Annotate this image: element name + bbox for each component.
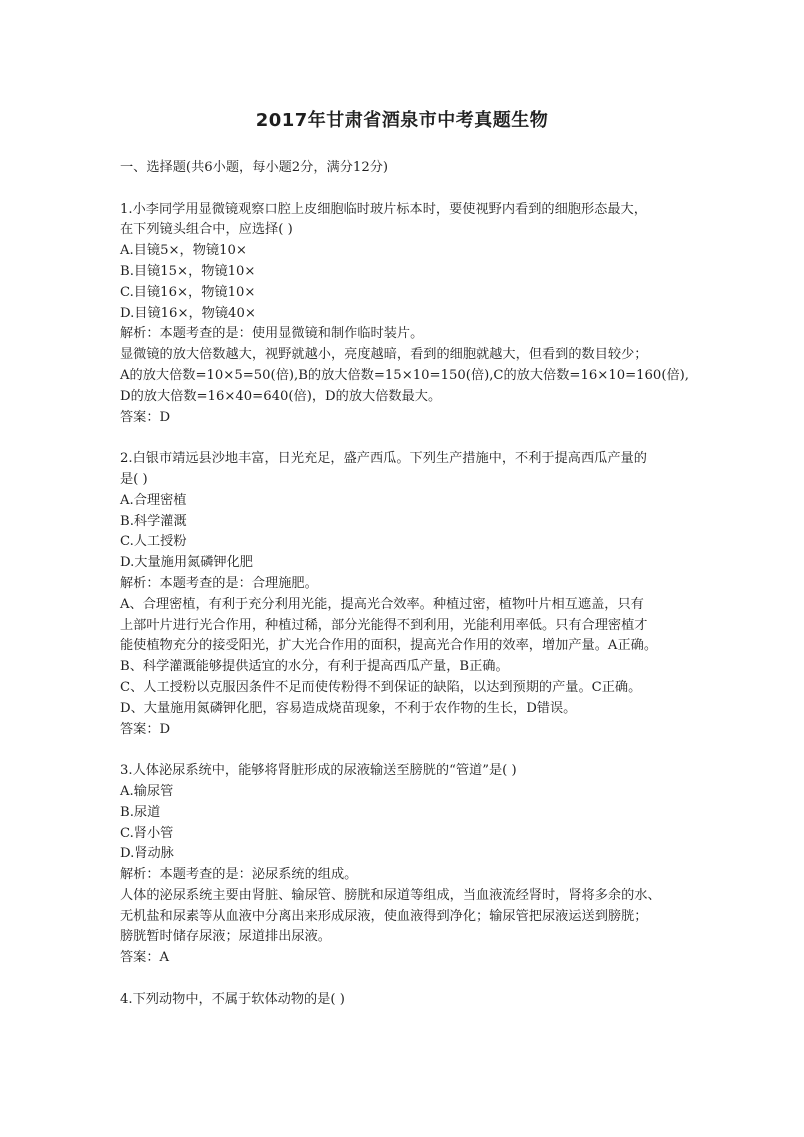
option-c: C.目镜16×，物镜10×	[120, 284, 256, 300]
analysis-line: 无机盐和尿素等从血液中分离出来形成尿液，使血液得到净化；输尿管把尿液运送到膀胱；	[120, 908, 648, 924]
answer: 答案：D	[120, 721, 171, 737]
spacer	[120, 179, 692, 200]
document-content	[120, 158, 692, 1011]
analysis-line: A、合理密植，有利于充分利用光能，提高光合效率。种植过密，植物叶片相互遮盖，只有	[120, 596, 644, 612]
answer: 答案：A	[120, 950, 170, 966]
analysis-line: 人体的泌尿系统主要由肾脏、输尿管、膀胱和尿道等组成，当血液流经肾时，肾将多余的水、	[120, 887, 661, 903]
option-d: D.大量施用氮磷钾化肥	[120, 555, 253, 571]
option-b: B.科学灌溉	[120, 513, 187, 529]
option-a: A.合理密植	[120, 492, 187, 508]
question-stem-line: 1.小李同学用显微镜观察口腔上皮细胞临时玻片标本时，要使视野内看到的细胞形态最大，	[120, 201, 647, 217]
analysis-line: 解析：本题考查的是：合理施肥。	[120, 575, 318, 591]
question-stem-line: 2.白银市靖远县沙地丰富，日光充足，盛产西瓜。下列生产措施中，不利于提高西瓜产量的	[120, 451, 647, 467]
spacer	[120, 428, 692, 449]
page-title: 2017年甘肃省酒泉市中考真题生物	[255, 110, 549, 131]
analysis-line: D、大量施用氮磷钾化肥，容易造成烧苗现象，不利于农作物的生长，D错误。	[120, 700, 577, 716]
question-stem-line: 4.下列动物中，不属于软体动物的是( )	[120, 991, 345, 1007]
option-d: D.目镜16×，物镜40×	[120, 305, 256, 321]
analysis-line: 上部叶片进行光合作用，种植过稀，部分光能得不到利用，光能利用率低。只有合理密植才	[120, 617, 648, 633]
question-1	[120, 200, 692, 429]
spacer	[120, 969, 692, 990]
analysis-line: D的放大倍数=16×40=640(倍)，D的放大倍数最大。	[120, 388, 442, 404]
option-c: C.肾小管	[120, 825, 174, 841]
analysis-line: 解析：本题考查的是：使用显微镜和制作临时装片。	[120, 326, 424, 342]
question-stem-line: 在下列镜头组合中，应选择( )	[120, 222, 293, 238]
question-4	[120, 990, 692, 1011]
section-heading: 一、选择题(共6小题，每小题2分，满分12分)	[120, 160, 389, 175]
analysis-line: C、人工授粉以克服因条件不足而使传粉得不到保证的缺陷，以达到预期的产量。C正确。	[120, 679, 642, 695]
option-b: B.目镜15×，物镜10×	[120, 263, 256, 279]
question-2	[120, 449, 692, 740]
analysis-line: 解析：本题考查的是：泌尿系统的组成。	[120, 867, 358, 883]
option-c: C.人工授粉	[120, 534, 187, 550]
answer: 答案：D	[120, 409, 171, 425]
option-b: B.尿道	[120, 804, 161, 820]
option-a: A.目镜5×，物镜10×	[120, 243, 247, 259]
analysis-line: B、科学灌溉能够提供适宜的水分，有利于提高西瓜产量，B正确。	[120, 659, 509, 675]
analysis-line: 显微镜的放大倍数越大，视野就越小，亮度越暗，看到的细胞就越大，但看到的数目较少；	[120, 347, 648, 363]
question-3	[120, 761, 692, 969]
analysis-line: 能使植物充分的接受阳光，扩大光合作用的面积，提高光合作用的效率，增加产量。A正确。	[120, 638, 658, 654]
analysis-line: A的放大倍数=10×5=50(倍),B的放大倍数=15×10=150(倍),C的放大倍数=16×10=160(倍),	[120, 367, 689, 383]
question-stem-line: 是( )	[120, 471, 148, 487]
spacer	[120, 740, 692, 761]
analysis-line: 膀胱暂时储存尿液；尿道排出尿液。	[120, 929, 331, 945]
question-stem-line: 3.人体泌尿系统中，能够将肾脏形成的尿液输送至膀胱的“管道”是( )	[120, 763, 517, 779]
option-a: A.输尿管	[120, 783, 174, 799]
option-d: D.肾动脉	[120, 846, 174, 862]
